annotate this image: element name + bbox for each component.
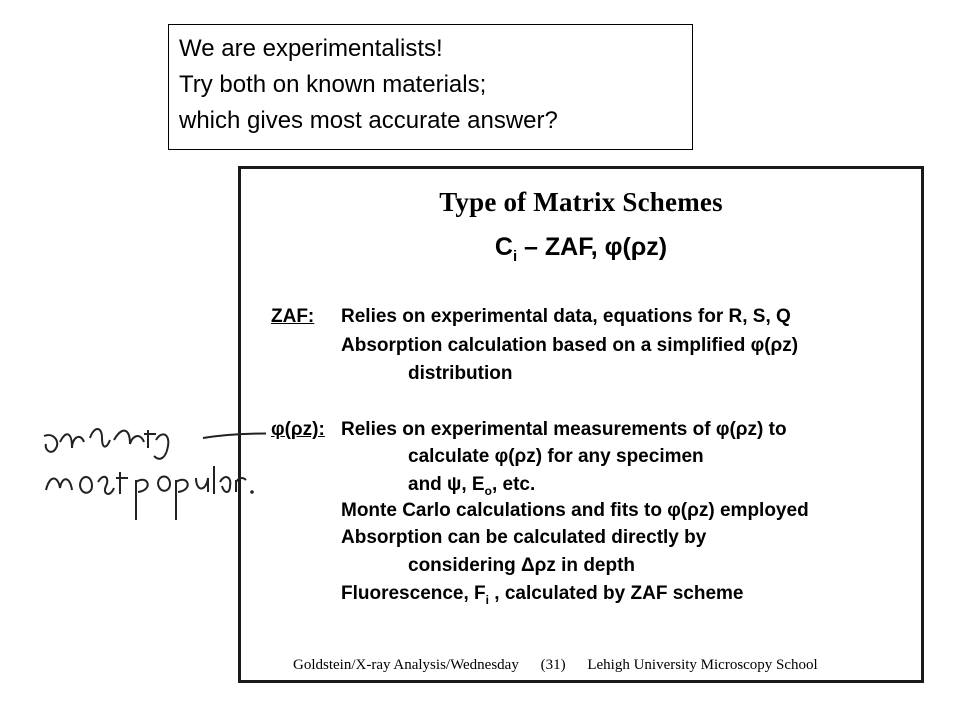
phirhoz-line-4: Monte Carlo calculations and fits to φ(ρz) employed bbox=[341, 500, 809, 521]
slide-subtitle bbox=[241, 233, 921, 265]
subtitle-prefix: C bbox=[494, 233, 513, 261]
handwritten-annotation bbox=[36, 420, 266, 550]
subtitle-subscript: i bbox=[512, 248, 518, 265]
slide-title: Type of Matrix Schemes bbox=[439, 187, 723, 217]
phirhoz-line-7a: Fluorescence, F bbox=[341, 583, 486, 604]
slide-footer bbox=[293, 657, 836, 674]
phirhoz-line-7 bbox=[341, 583, 744, 607]
zaf-line-3: distribution bbox=[408, 363, 513, 384]
footer-page: (31) bbox=[540, 657, 566, 673]
phirhoz-line-3b: , etc. bbox=[491, 474, 536, 495]
phirhoz-term: φ(ρz): bbox=[271, 419, 325, 440]
callout-box bbox=[168, 24, 693, 150]
phirhoz-line-7-sub: i bbox=[485, 592, 490, 607]
callout-line-2: Try both on known materials; bbox=[179, 71, 487, 98]
phirhoz-line-6: considering Δρz in depth bbox=[408, 555, 636, 576]
phirhoz-line-7b: , calculated by ZAF scheme bbox=[489, 583, 744, 604]
zaf-line-2: Absorption calculation based on a simplified φ(ρz) bbox=[341, 335, 799, 356]
scanned-slide bbox=[238, 166, 924, 683]
footer-left: Goldstein/X-ray Analysis/Wednesday bbox=[293, 657, 519, 673]
subtitle-rest: – ZAF, φ(ρz) bbox=[517, 233, 668, 261]
callout-line-1: We are experimentalists! bbox=[179, 35, 443, 62]
phirhoz-line-3-sub: o bbox=[484, 483, 492, 498]
zaf-line-1: Relies on experimental data, equations for R, S, Q bbox=[341, 306, 791, 327]
phirhoz-line-3a: and ψ, E bbox=[408, 474, 485, 495]
phirhoz-line-1: Relies on experimental measurements of φ(ρz) to bbox=[341, 419, 787, 440]
phirhoz-line-3 bbox=[408, 474, 535, 498]
callout-line-3: which gives most accurate answer? bbox=[179, 107, 558, 134]
phirhoz-line-2: calculate φ(ρz) for any specimen bbox=[408, 446, 704, 467]
zaf-term: ZAF: bbox=[271, 306, 315, 327]
footer-right: Lehigh University Microscopy School bbox=[587, 657, 818, 673]
phirhoz-line-5: Absorption can be calculated directly by bbox=[341, 527, 707, 548]
